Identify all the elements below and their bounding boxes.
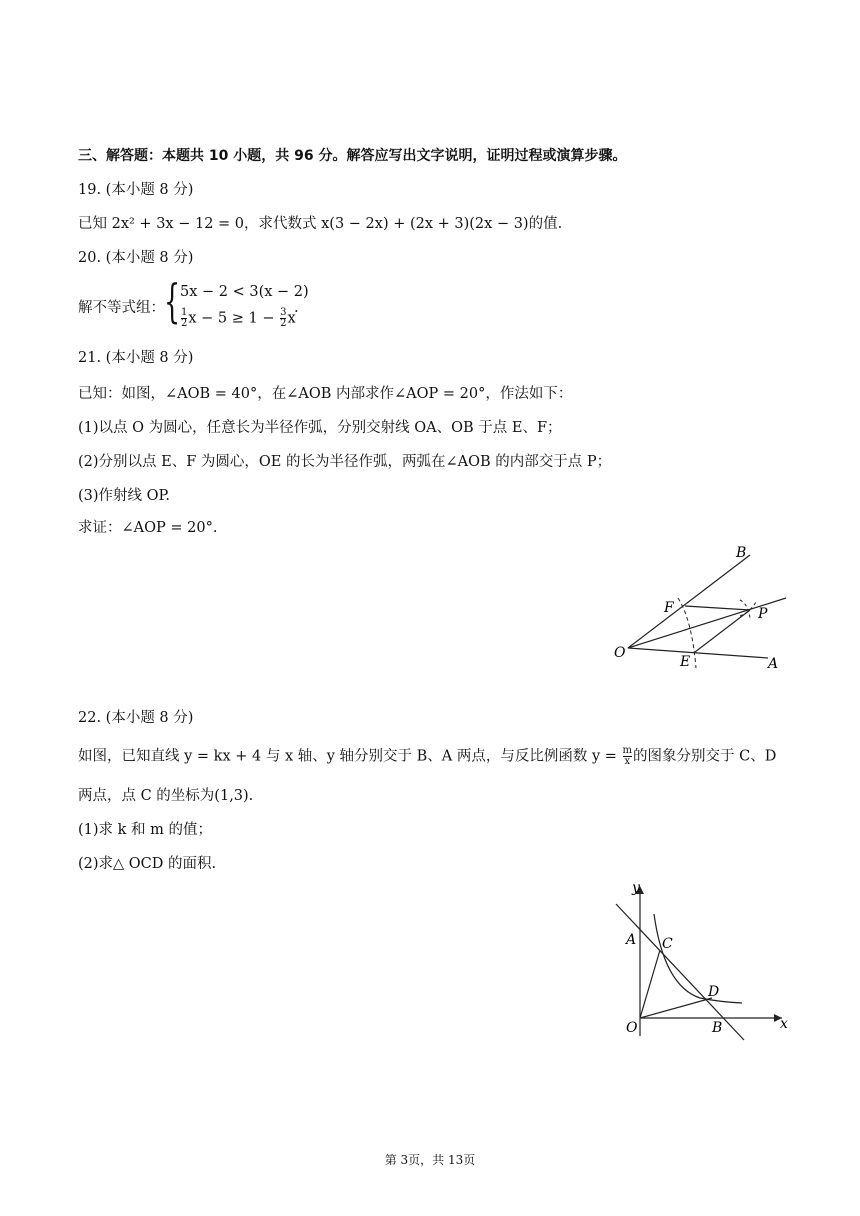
fraction-half: $\frac{1}{2}$	[181, 307, 188, 329]
label-p: P	[758, 606, 768, 622]
q21-step3: (3)作射线 OP.	[78, 488, 170, 504]
q22-text-line2: 两点，点 C 的坐标为(1,3).	[78, 788, 254, 804]
system-brace: {	[164, 274, 181, 328]
label-f: F	[664, 600, 674, 616]
label-o: O	[614, 645, 626, 661]
label-x: x	[780, 1016, 788, 1032]
fraction-three-halves: $\frac{3}{2}$	[280, 307, 287, 329]
segment-fp	[685, 606, 750, 610]
q21-prove: 求证：∠AOP = 20°.	[78, 520, 218, 536]
q21-step2: (2)分别以点 E、F 为圆心，OE 的长为半径作弧，两弧在∠AOB 的内部交于点 P；	[78, 454, 612, 470]
q22-text-line1: 如图，已知直线 y = kx + 4 与 x 轴、y 轴分别交于 B、A 两点，与反比例函数 y = $\frac{m}{x}$ 的图象分别交于 C、D	[78, 745, 777, 767]
label-a: A	[626, 932, 637, 948]
angle-construction-figure	[600, 540, 800, 680]
q22-title: 22. (本小题 8 分)	[78, 710, 194, 726]
label-y: y	[632, 880, 640, 896]
fraction-m-over-x: $\frac{m}{x}$	[622, 745, 633, 767]
q21-step1: (1)以点 O 为圆心，任意长为半径作弧，分别交射线 OA、OB 于点 E、F；	[78, 420, 562, 436]
q19-title: 19. (本小题 8 分)	[78, 182, 194, 198]
q19-text: 已知 2x² + 3x − 12 = 0，求代数式 x(3 − 2x) + (2x + 3)(2x − 3)的值.	[78, 216, 563, 232]
segment-od	[640, 998, 712, 1018]
q20-end: .	[294, 300, 299, 316]
inequality-row-1: 5x − 2 < 3(x − 2)	[180, 284, 309, 300]
page-footer: 第 3页，共 13页	[384, 1153, 476, 1167]
label-d: D	[708, 984, 720, 1000]
inequality-row-2: $\frac{1}{2}$ x − 5 ≥ 1 − $\frac{3}{2}$ x	[181, 307, 296, 329]
label-a: A	[768, 656, 779, 672]
segment-oc	[640, 950, 660, 1018]
label-o: O	[626, 1020, 638, 1036]
label-b: B	[712, 1020, 723, 1036]
q22-part2: (2)求△ OCD 的面积.	[78, 856, 217, 872]
q20-label: 解不等式组：	[78, 300, 165, 316]
ray-ob	[628, 555, 750, 648]
q21-title: 21. (本小题 8 分)	[78, 350, 194, 366]
q20-title: 20. (本小题 8 分)	[78, 250, 194, 266]
q22-part1: (1)求 k 和 m 的值；	[78, 822, 213, 838]
function-graph-figure	[610, 876, 810, 1048]
segment-ep	[695, 610, 750, 652]
section-header: 三、解答题：本题共 10 小题，共 96 分。解答应写出文字说明，证明过程或演算步骤。	[78, 148, 627, 164]
label-b: B	[736, 545, 747, 561]
q21-given: 已知：如图，∠AOB = 40°，在∠AOB 内部求作∠AOP = 20°，作法如下：	[78, 386, 573, 402]
label-e: E	[680, 654, 691, 670]
label-c: C	[662, 936, 673, 952]
